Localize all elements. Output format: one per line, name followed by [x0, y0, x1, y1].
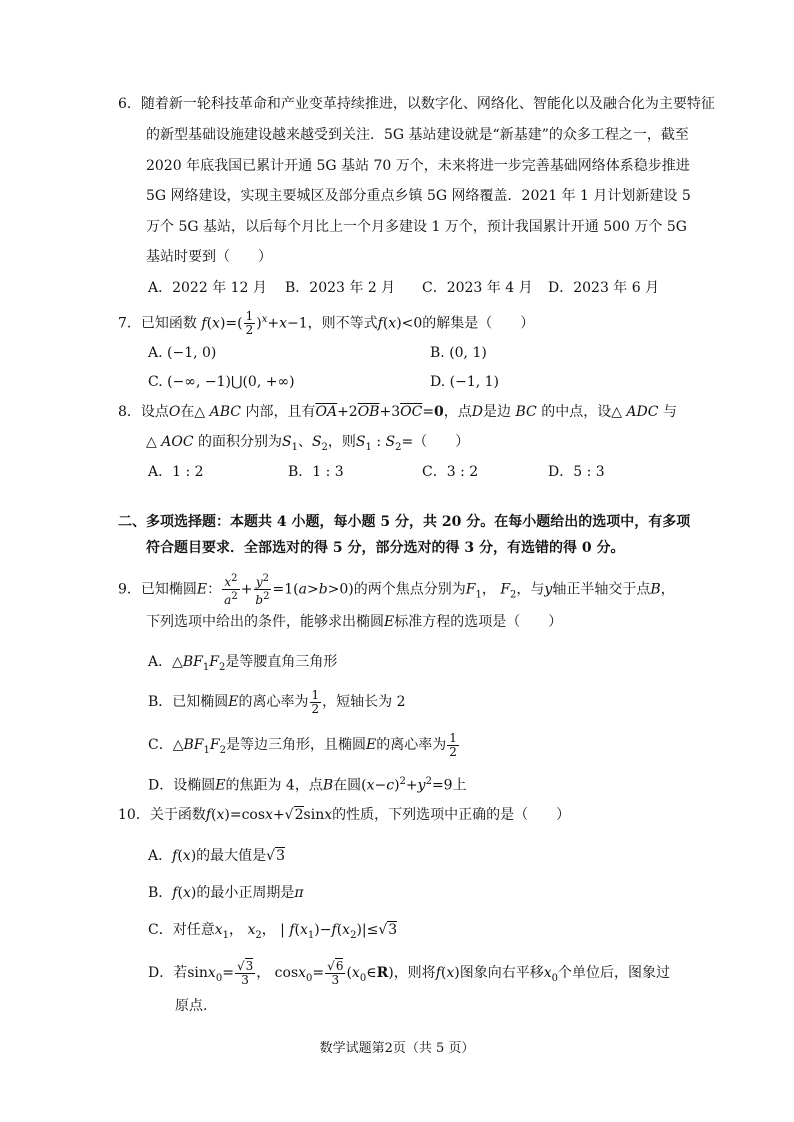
q8-text-a: 8．设点	[118, 404, 169, 420]
q9-text-c: ，与	[516, 581, 545, 598]
q9-opt-b-text2: 的离心率为	[238, 694, 309, 710]
q9-text-b: 的两个焦点分别为	[353, 581, 466, 598]
q6-line6: 基站时要到（ ）	[146, 249, 272, 265]
q9-text-a: 9．已知椭圆	[118, 581, 197, 598]
q8-text-k: =（ ）	[401, 434, 470, 450]
q8-option-b: B．1 : 3	[288, 464, 344, 480]
q7-stem-c: 的解集是（ ）	[422, 315, 535, 332]
q9-text-f: 标准方程的选项是（ ）	[394, 614, 563, 630]
q10-opt-d-text3: 图象向右平移	[459, 965, 544, 981]
q10-option-a: A．f(x)的最大值是√3	[148, 848, 285, 864]
q9-stem: 9．已知椭圆E： $\frac{x^2}{a^2}$ + $\frac{y^2}{b^2}$ =1(a>b>0)的两个焦点分别为$F_1$， $F_2$，与y轴正半轴交于点B，	[118, 573, 675, 607]
q8-line1: 8．设点O在△ ABC 内部，且有$\overline{OA}+2\overline{OB}+3\overline{OC}=0$，点D是边 BC 的中点，设△ ADC 与	[118, 404, 677, 420]
q8-text-e: 是边	[483, 404, 512, 420]
q6-line4: 5G 网络建设，实现主要城区及部分重点乡镇 5G 网络覆盖．2021 年 1 月计划新建设 5	[146, 188, 691, 204]
q9-opt-d-text4: 上	[452, 777, 467, 794]
q7-stem-b: ，则不等式	[307, 315, 378, 332]
q10-option-c: C．对任意$x_1$， $x_2$， | $f(x_1)-f(x_2)|\le√3$	[148, 922, 398, 941]
q10-stem: 10．关于函数f(x)=cosx+√2sinx的性质，下列选项中正确的是（ ）	[118, 807, 571, 823]
q8-text-g: 与	[662, 404, 677, 420]
q10-opt-d-text1: D．若	[148, 965, 188, 981]
q9-option-a: A．$\triangle BF_1F_2$是等腰直角三角形	[148, 654, 338, 673]
q6-option-c: C．2023 年 4 月	[422, 280, 533, 296]
q9-opt-c-text2: 是等边三角形，且椭圆	[225, 737, 366, 753]
q9-option-d: D．设椭圆E的焦距为 4，点B在圆$(x-c)^2+y^2=9$上	[148, 776, 467, 794]
q7-option-a: A. (−1, 0)	[148, 345, 217, 361]
q8-text-j: ，则	[327, 434, 356, 450]
q10-opt-d-text2: ，则将	[393, 965, 436, 981]
q6-option-a: A．2022 年 12 月	[148, 280, 267, 296]
q6-option-d: D．2023 年 6 月	[548, 280, 660, 296]
q9-opt-b-text3: ，短轴长为 2	[322, 694, 406, 710]
section2-heading-line2: 符合题目要求．全部选对的得 5 分，部分选对的得 3 分，有选错的得 0 分。	[146, 540, 625, 556]
q8-text-d: ，点	[443, 404, 472, 420]
q9-opt-d-text2: 的焦距为 4，点	[225, 777, 323, 794]
q9-text-d: 轴正半轴交于点	[552, 581, 651, 598]
q10-option-b: B．f(x)的最小正周期是π	[148, 885, 304, 901]
q10-text-a: 10．关于函数	[118, 807, 206, 823]
q8-option-a: A．1 : 2	[148, 464, 204, 480]
q6-line3: 2020 年底我国已累计开通 5G 基站 70 万个，未来将进一步完善基础网络体系稳步推进	[146, 158, 690, 174]
q10-option-d-line2: 原点.	[175, 998, 208, 1014]
q10-opt-a-text2: 的最大值是	[196, 848, 267, 864]
q7-function-formula: f	[201, 315, 207, 332]
q7-option-b: B. (0, 1)	[430, 345, 487, 361]
q9-opt-c-text3: 的离心率为	[376, 737, 447, 753]
q9-line2: 下列选项中给出的条件，能够求出椭圆E标准方程的选项是（ ）	[146, 614, 563, 630]
q9-option-c: C．$\triangle BF_1F_2$是等边三角形，且椭圆E的离心率为 $\frac{1}{2}$	[148, 730, 457, 759]
q8-option-d: D．5 : 3	[548, 464, 605, 480]
q7-option-c: C. (−∞, −1)⋃(0, +∞)	[148, 374, 295, 390]
q9-opt-a-text2: 是等腰直角三角形	[225, 654, 338, 670]
q9-text-e: 下列选项中给出的条件，能够求出椭圆	[146, 614, 384, 630]
q10-opt-d-text4: 个单位后，图象过	[558, 965, 670, 981]
q9-opt-d-text3: 在圆	[333, 777, 362, 794]
section2-heading-line1: 二、多项选择题：本题共 4 小题，每小题 5 分，共 20 分。在每小题给出的选项中，有多项	[118, 514, 691, 530]
q10-opt-a-text1: A．	[148, 848, 173, 864]
q9-opt-b-text1: B．已知椭圆	[148, 694, 229, 710]
q6-option-b: B．2023 年 2 月	[285, 280, 396, 296]
q8-text-h: △	[146, 434, 157, 450]
q10-option-d: D．若sinx$_0$= $\frac{√3}{3}$ ， cosx$_0$= $\frac{√6}{3}$ $(x_0\in R)$，则将f(x)图象向右平移$x_0$个单位后，图象过	[148, 958, 670, 987]
q8-text-b: 在△	[180, 404, 206, 420]
q7-stem: 7．已知函数 f(x)=( $\frac{1}{2}$ )$^x$+x−1，则不等式f(x)<0的解集是（ ）	[118, 309, 535, 338]
q8-option-c: C．3 : 2	[422, 464, 479, 480]
q8-line2: △ AOC 的面积分别为$S_1$、$S_2$，则$S_1$ : $S_2=$（ ）	[146, 434, 470, 453]
q8-text-i: 的面积分别为	[197, 434, 282, 450]
q6-line2: 的新型基础设施建设越来越受到关注．5G 基站建设就是“新基建”的众多工程之一，截至	[146, 127, 689, 143]
q8-text-c: 内部，且有	[245, 404, 316, 420]
page-footer: 数学试题第2页（共 5 页）	[319, 1041, 475, 1056]
q10-opt-b-text1: B．	[148, 885, 173, 901]
q9-opt-c-text1: C．△	[148, 737, 184, 753]
q9-opt-a-text1: A．△	[148, 654, 183, 670]
q7-stem-a: 7．已知函数	[118, 315, 197, 332]
q9-option-b: B．已知椭圆E的离心率为 $\frac{1}{2}$ ，短轴长为 2	[148, 687, 406, 716]
q9-opt-d-text1: D．设椭圆	[148, 777, 216, 794]
q6-line5: 万个 5G 基站，以后每个月比上一个月多建设 1 万个，预计我国累计开通 500 万个 5G	[146, 219, 687, 235]
q10-text-b: 的性质，下列选项中正确的是（ ）	[332, 807, 571, 823]
q8-text-f: 的中点，设△	[541, 404, 622, 420]
q10-opt-b-text2: 的最小正周期是	[196, 885, 295, 901]
q10-opt-c-text1: C．对任意	[148, 922, 215, 938]
q6-line1: 6．随着新一轮科技革命和产业变革持续推进，以数字化、网络化、智能化以及融合化为主要特征	[118, 96, 715, 112]
q7-option-d: D. (−1, 1)	[430, 374, 499, 390]
